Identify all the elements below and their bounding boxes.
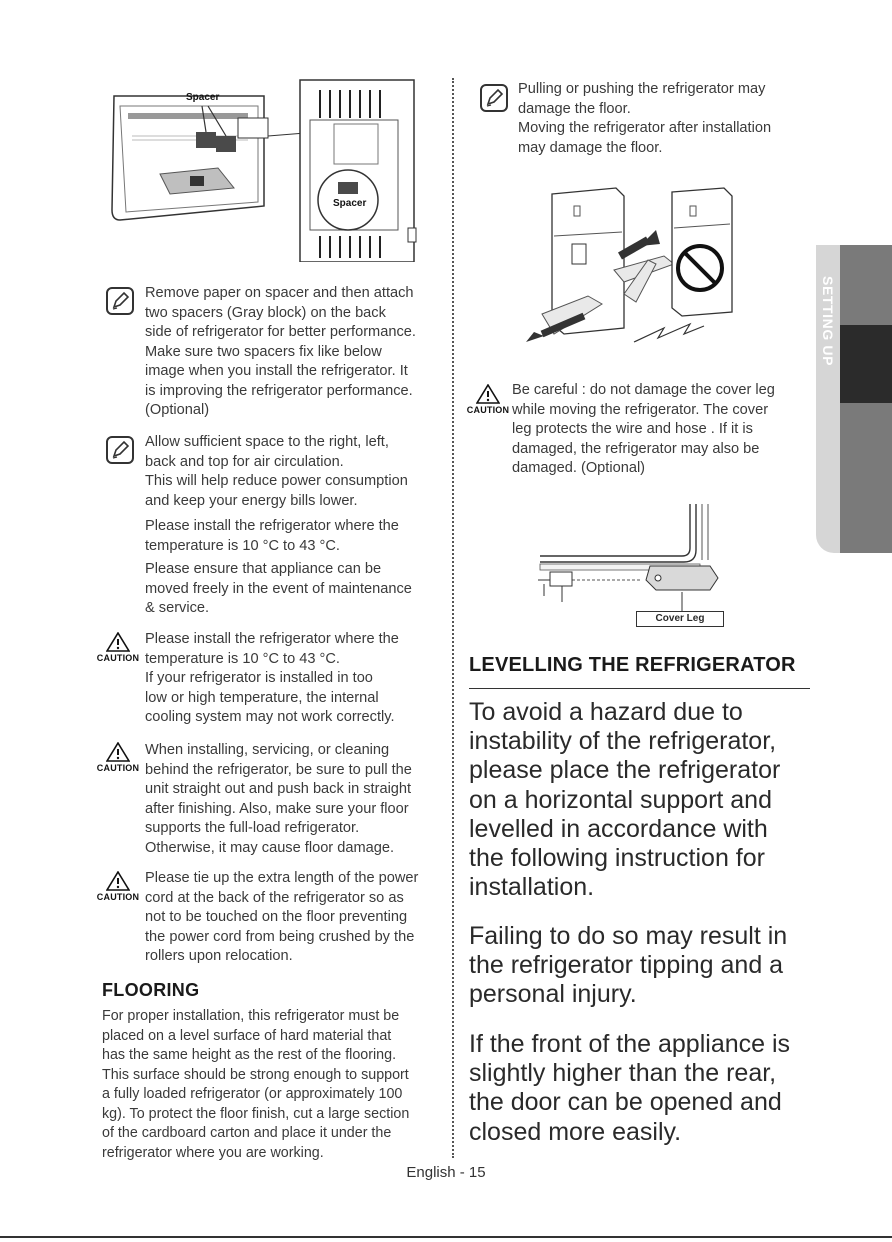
cover-leg-figure <box>532 500 728 612</box>
cover-leg-label: Cover Leg <box>636 611 724 627</box>
caution-power-cord-text: Please tie up the extra length of the power cord at the back of the refrigerator so as not to be touched on the floor preventing the power cord from being crushed by the rollers upon relocation. <box>145 870 419 964</box>
moving-refrigerator-figure <box>524 184 750 352</box>
caution-icon <box>96 871 140 905</box>
levelling-warning-text: Failing to do so may result in the refrigerator tipping and a personal injury. <box>469 922 788 1009</box>
side-tab-label <box>816 276 836 376</box>
caution-icon <box>96 742 140 776</box>
side-tab-text: SETTING UP <box>820 276 836 367</box>
caution-label: CAUTION <box>466 405 510 415</box>
note-spacer-text: Remove paper on spacer and then attach two spacers (Gray block) on the back side of refrigerator for better performance. Make sure two spacers fix like below image when you install the refrigerator. It is improving the refrigerator performance. (Optional) <box>145 285 416 418</box>
note-floor-damage-text: Pulling or pushing the refrigerator may damage the floor. Moving the refrigerator after installation may damage the floor. <box>518 81 772 156</box>
caution-icon <box>96 632 140 666</box>
spacer-figure <box>108 76 420 262</box>
flooring-heading: FLOORING <box>102 980 200 1000</box>
column-divider <box>452 78 454 1158</box>
side-tab-bottom <box>840 403 892 553</box>
note-icon <box>106 287 134 315</box>
caution-temperature-text: Please install the refrigerator where the temperature is 10 °C to 43 °C. If your refrigerator is installed in too low or high temperature, the internal cooling system may not work correctly. <box>145 631 399 725</box>
note-temperature-text: Please install the refrigerator where the temperature is 10 °C to 43 °C. <box>145 518 399 554</box>
spacer-label-top: Spacer <box>186 92 220 103</box>
caution-cleaning-text: When installing, servicing, or cleaning behind the refrigerator, be sure to pull the unit straight out and push back in straight after finishing. Also, make sure your floor supports the full-load refrigerator. Otherwise, it may cause floor damage. <box>145 742 412 856</box>
caution-icon <box>466 384 510 418</box>
note-maintenance-text: Please ensure that appliance can be moved freely in the event of maintenance & service. <box>145 561 412 616</box>
spacer-label-circle: Spacer <box>333 198 367 209</box>
levelling-heading: LEVELLING THE REFRIGERATOR <box>469 654 796 676</box>
caution-label: CAUTION <box>96 892 140 902</box>
side-tab-active <box>840 325 892 403</box>
note-air-circulation-text: Allow sufficient space to the right, left, back and top for air circulation. This will help reduce power consumption and keep your energy bills lower. <box>145 434 408 509</box>
caution-cover-leg-text: Be careful : do not damage the cover leg while moving the refrigerator. The cover leg protects the wire and hose . If it is damaged, the refrigerator may also be damaged. (Optional) <box>512 382 775 476</box>
levelling-intro-text: To avoid a hazard due to instability of the refrigerator, please place the refrigerator on a horizontal support and levelled in accordance with the following instruction for installation. <box>469 698 781 902</box>
bottom-rule <box>0 1236 892 1238</box>
note-icon <box>480 84 508 112</box>
levelling-door-text: If the front of the appliance is slightly higher than the rear, the door can be opened and closed more easily. <box>469 1030 791 1146</box>
caution-label: CAUTION <box>96 763 140 773</box>
heading-rule <box>469 688 810 689</box>
note-icon <box>106 436 134 464</box>
page-footer: English - 15 <box>406 1164 486 1181</box>
side-tab-top <box>840 245 892 325</box>
caution-label: CAUTION <box>96 653 140 663</box>
flooring-text: For proper installation, this refrigerator must be placed on a level surface of hard material that has the same height as the rest of the flooring. This surface should be strong enough to support a fully loaded refrigerator (or approximately 100 kg). To protect the floor finish, cut a large section of the cardboard carton and place it under the refrigerator where you are working. <box>102 1008 410 1161</box>
